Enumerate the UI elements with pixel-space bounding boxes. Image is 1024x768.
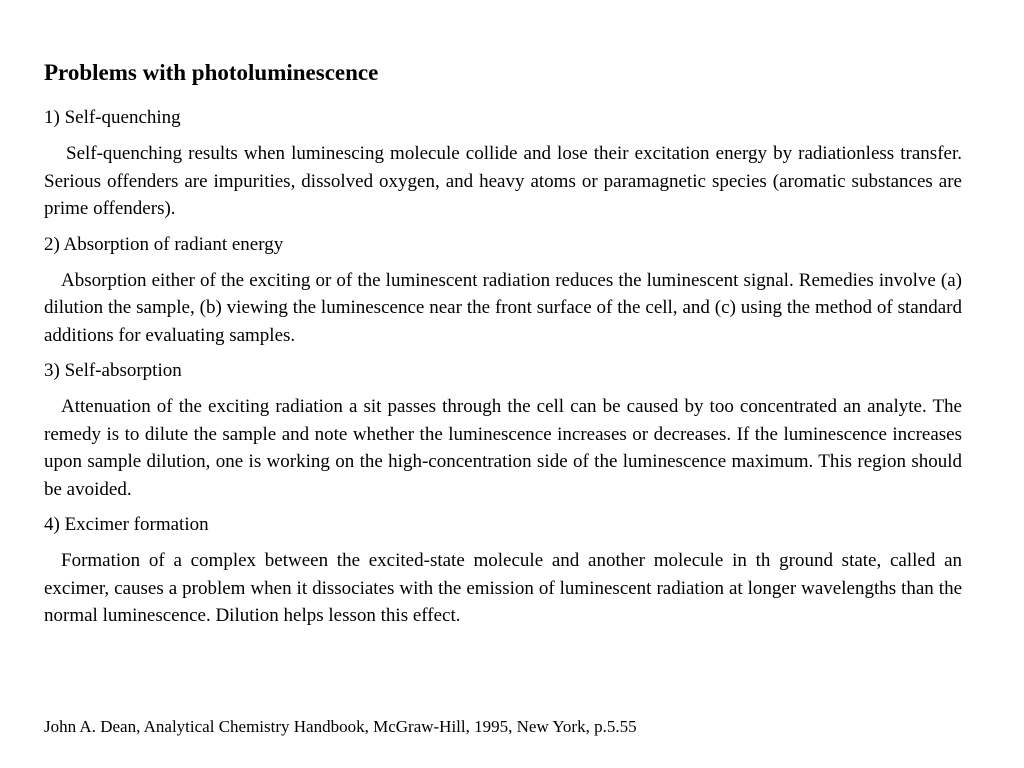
section-heading-excimer: 4) Excimer formation — [44, 514, 209, 535]
section-heading-self-absorption: 3) Self-absorption — [44, 360, 182, 381]
section-body-self-quenching: Self-quenching results when luminescing molecule collide and lose their excitation energy by radiationless transfer. Serious offenders are impurities, dissolved oxygen, and heavy atoms or paramagnetic species (aromatic substances are prime offenders). — [44, 143, 962, 219]
section-heading-absorption: 2) Absorption of radiant energy — [44, 233, 284, 255]
slide-content — [44, 58, 962, 640]
reference-citation: John A. Dean, Analytical Chemistry Handbook, McGraw-Hill, 1995, New York, p.5.55 — [44, 717, 637, 736]
section-body-excimer: Formation of a complex between the excited-state molecule and another molecule in th ground state, called an excimer, causes a problem when it dissociates with the emission of luminescent radiation at longer wavelengths than the normal luminescence. Dilution helps lesson this effect. — [44, 550, 962, 626]
section-body-absorption: Absorption either of the exciting or of the luminescent radiation reduces the luminescent signal. Remedies involve (a) dilution the sample, (b) viewing the luminescence near the front surface of the cell, and (c) using the method of standard additions for evaluating samples. — [44, 269, 962, 346]
slide-title: Problems with photoluminescence — [44, 60, 379, 85]
section-heading-self-quenching: 1) Self-quenching — [44, 107, 181, 128]
section-body-self-absorption: Attenuation of the exciting radiation a sit passes through the cell can be caused by too concentrated an analyte. The remedy is to dilute the sample and note whether the luminescence increases or decreases. If the luminescence increases upon sample dilution, one is working on the high-concentration side of the luminescence maximum. This region should be avoided. — [44, 396, 962, 500]
